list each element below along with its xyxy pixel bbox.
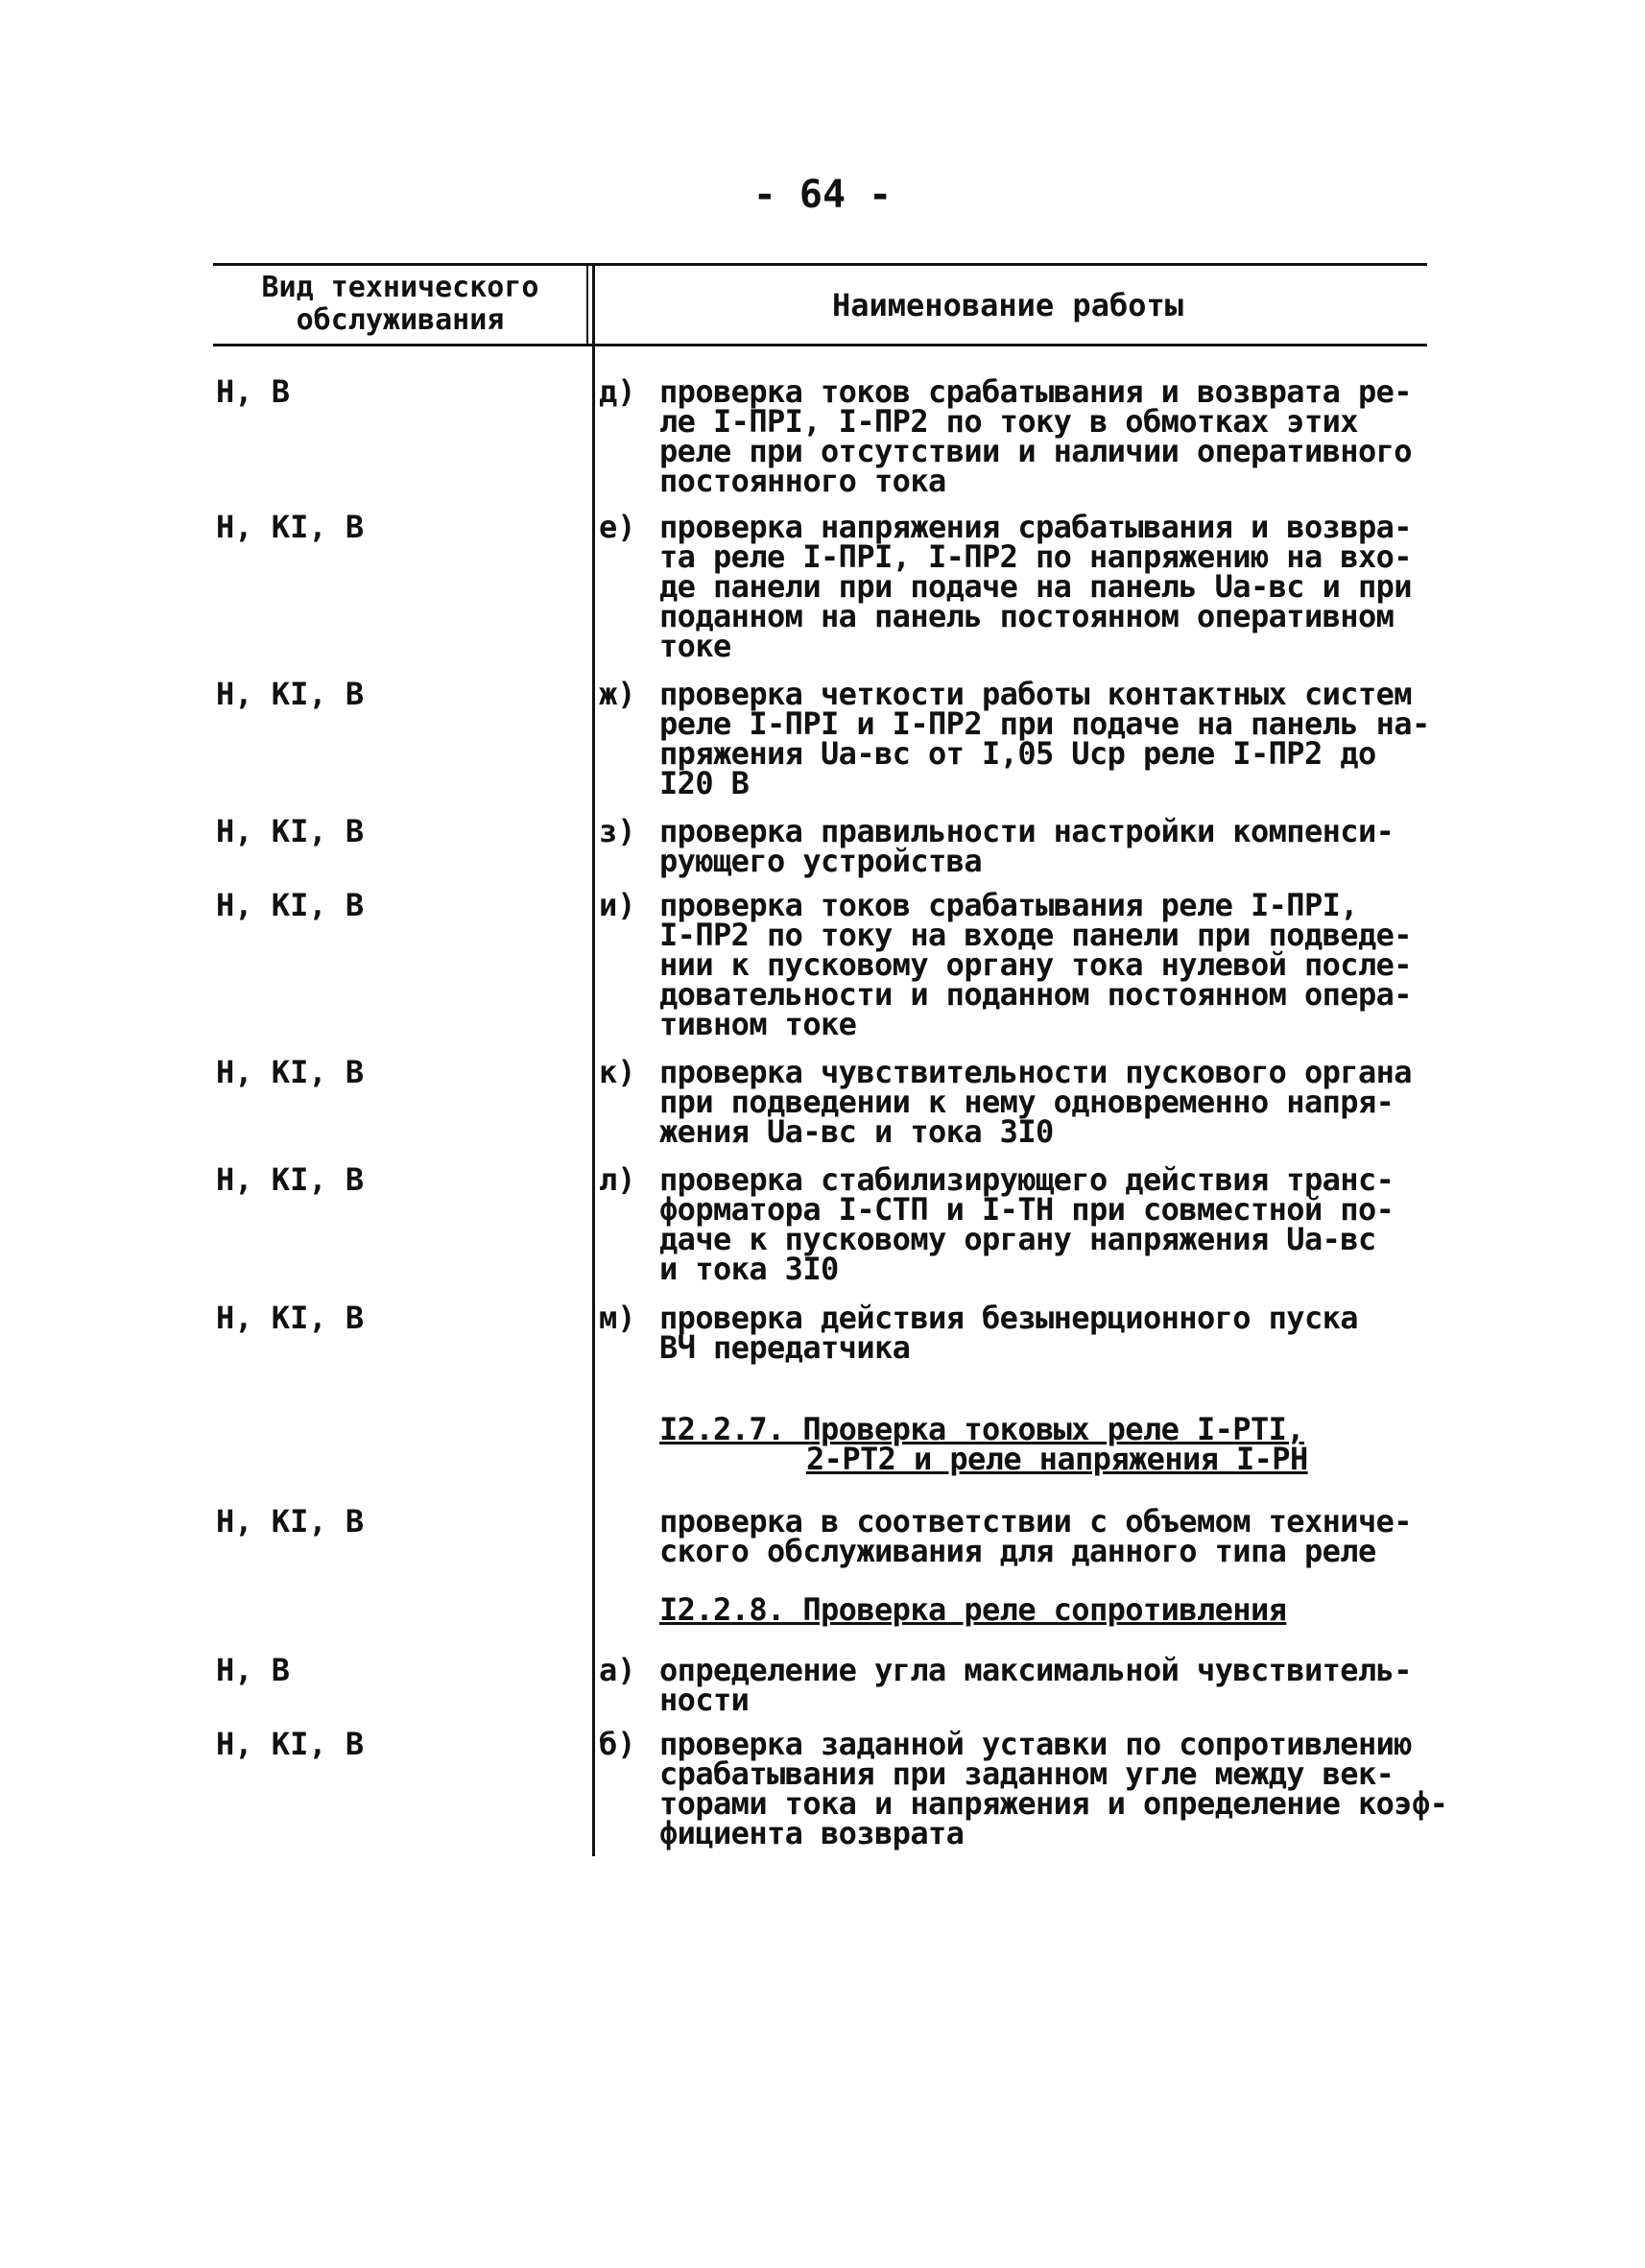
work-description bbox=[659, 1503, 1504, 1569]
text-line: фициента возврата bbox=[659, 1815, 965, 1851]
work-description bbox=[659, 887, 1504, 1042]
text-line: поданном на панель постоянном оперативном bbox=[659, 598, 1395, 634]
text-line: токе bbox=[659, 628, 731, 664]
text-line: проверка в соответствии с объемом техниче- bbox=[659, 1503, 1412, 1540]
section-heading-12-2-7-line2: 2-РТ2 и реле напряжения I-РН bbox=[806, 1441, 1308, 1477]
text-line: жения Uа-вс и тока 3I0 bbox=[659, 1113, 1054, 1150]
header-maintenance-type-line2: обслуживания bbox=[296, 303, 505, 337]
text-line: проверка стабилизирующего действия транс- bbox=[659, 1161, 1395, 1198]
text-line: тивном токе bbox=[659, 1006, 857, 1042]
text-line: довательности и поданном постоянном опера- bbox=[659, 976, 1412, 1013]
maintenance-type: Н, КI, В bbox=[216, 676, 365, 712]
text-line: ВЧ передатчика bbox=[659, 1329, 911, 1366]
text-line: проверка напряжения срабатывания и возвра- bbox=[659, 509, 1412, 545]
text-line: та реле I-ПРI, I-ПР2 по напряжению на вхо- bbox=[659, 538, 1412, 575]
section-heading-12-2-7-line1: I2.2.7. Проверка токовых реле I-РТI, bbox=[659, 1411, 1304, 1447]
text-line: проверка токов срабатывания реле I-ПРI, bbox=[659, 887, 1358, 923]
work-description bbox=[659, 676, 1504, 801]
table-header-bottom-rule bbox=[213, 344, 1427, 346]
column-divider bbox=[592, 263, 595, 1856]
section-heading-12-2-8: I2.2.8. Проверка реле сопротивления bbox=[659, 1591, 1287, 1628]
text-line: ности bbox=[659, 1682, 750, 1718]
text-line: ского обслуживания для данного типа реле bbox=[659, 1533, 1376, 1569]
item-letter: к) bbox=[599, 1054, 636, 1090]
work-description bbox=[659, 1652, 1504, 1718]
text-line: проверка токов срабатывания и возврата ре- bbox=[659, 373, 1412, 410]
work-description bbox=[659, 1054, 1504, 1150]
item-letter: а) bbox=[599, 1652, 636, 1688]
work-description bbox=[659, 813, 1504, 879]
work-description bbox=[659, 1300, 1504, 1366]
text-line: реле при отсутствии и наличии оперативного bbox=[659, 433, 1412, 469]
text-line: де панели при подаче на панель Uа-вс и при bbox=[659, 568, 1412, 605]
work-description bbox=[659, 1161, 1504, 1287]
text-line: I-ПР2 по току на входе панели при подведе- bbox=[659, 917, 1412, 953]
header-work-name: Наименование работы bbox=[831, 287, 1184, 323]
page-number: - 64 - bbox=[752, 173, 893, 217]
maintenance-type: Н, В bbox=[216, 373, 291, 410]
text-line: форматора I-СТП и I-ТН при совместной по- bbox=[659, 1191, 1395, 1228]
text-line: проверка действия безынерционного пуска bbox=[659, 1300, 1358, 1336]
text-line: нии к пусковому органу тока нулевой после- bbox=[659, 946, 1412, 983]
text-line: торами тока и напряжения и определение коэф- bbox=[659, 1785, 1448, 1822]
item-letter: з) bbox=[599, 813, 636, 849]
maintenance-type: Н, КI, В bbox=[216, 509, 365, 545]
maintenance-type: Н, КI, В bbox=[216, 813, 365, 849]
header-maintenance-type bbox=[213, 272, 587, 337]
item-letter: б) bbox=[599, 1726, 636, 1762]
text-line: реле I-ПРI и I-ПР2 при подаче на панель на- bbox=[659, 705, 1430, 742]
item-letter: ж) bbox=[599, 676, 636, 712]
text-line: срабатывания при заданном угле между век- bbox=[659, 1755, 1395, 1792]
text-line: при подведении к нему одновременно напря- bbox=[659, 1084, 1395, 1120]
item-letter: и) bbox=[599, 887, 636, 923]
work-description bbox=[659, 1726, 1504, 1851]
table-top-rule bbox=[213, 263, 1427, 266]
maintenance-type: Н, КI, В bbox=[216, 1726, 365, 1762]
item-letter: л) bbox=[599, 1161, 636, 1198]
item-letter: е) bbox=[599, 509, 636, 545]
text-line: I20 В bbox=[659, 765, 750, 801]
text-line: и тока 3I0 bbox=[659, 1251, 839, 1287]
text-line: рующего устройства bbox=[659, 843, 982, 879]
item-letter: м) bbox=[599, 1300, 636, 1336]
maintenance-type: Н, КI, В bbox=[216, 1300, 365, 1336]
text-line: проверка правильности настройки компенси- bbox=[659, 813, 1395, 849]
text-line: проверка четкости работы контактных систем bbox=[659, 676, 1412, 712]
maintenance-type: Н, КI, В bbox=[216, 887, 365, 923]
text-line: определение угла максимальной чувствитель- bbox=[659, 1652, 1412, 1688]
work-description bbox=[659, 373, 1504, 499]
maintenance-type: Н, КI, В bbox=[216, 1054, 365, 1090]
text-line: проверка заданной уставки по сопротивлению bbox=[659, 1726, 1412, 1762]
text-line: постоянного тока bbox=[659, 463, 946, 499]
maintenance-type: Н, В bbox=[216, 1652, 291, 1688]
work-description bbox=[659, 509, 1504, 664]
text-line: проверка чувствительности пускового органа bbox=[659, 1054, 1412, 1090]
maintenance-type: Н, КI, В bbox=[216, 1503, 365, 1540]
text-line: пряжения Uа-вс от I,05 Uср реле I-ПР2 до bbox=[659, 735, 1376, 772]
text-line: ле I-ПРI, I-ПР2 по току в обмотках этих bbox=[659, 403, 1358, 440]
text-line: даче к пусковому органу напряжения Uа-вс bbox=[659, 1221, 1376, 1257]
item-letter: д) bbox=[599, 373, 636, 410]
maintenance-type: Н, КI, В bbox=[216, 1161, 365, 1198]
header-maintenance-type-line1: Вид технического bbox=[261, 271, 539, 304]
